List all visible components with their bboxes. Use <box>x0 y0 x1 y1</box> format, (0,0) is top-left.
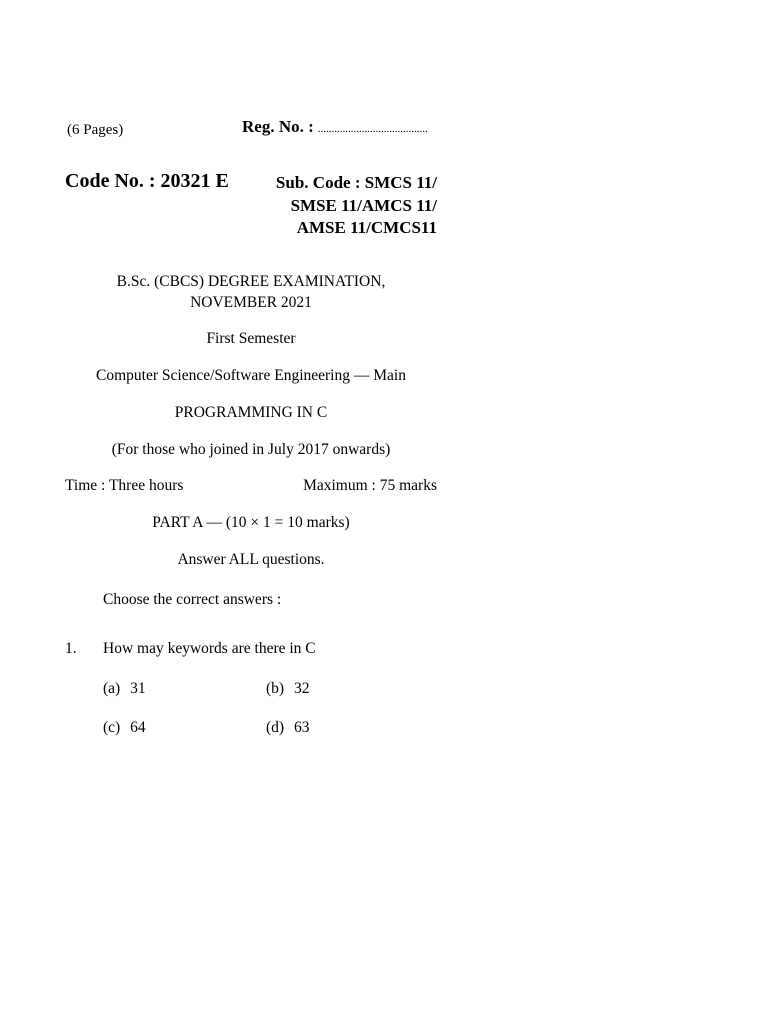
option-value: 63 <box>293 719 310 736</box>
option-value: 32 <box>293 680 310 697</box>
question-number: 1. <box>65 640 77 657</box>
course: Computer Science/Software Engineering — Main <box>96 367 406 384</box>
subject: PROGRAMMING IN C <box>174 404 328 421</box>
option-label: (c) <box>103 719 121 736</box>
sub-code-line-2: SMSE 11/AMCS 11/ <box>290 196 437 215</box>
option-label: (d) <box>266 719 285 736</box>
part-a-instruction: Answer ALL questions. <box>177 551 325 568</box>
code-number: Code No. : 20321 E <box>65 170 229 192</box>
exam-time: Time : Three hours <box>65 477 184 494</box>
option-a <box>103 680 146 698</box>
option-value: 31 <box>130 680 146 697</box>
part-a-sub-instruction: Choose the correct answers : <box>103 591 282 608</box>
sub-code-line-3: AMSE 11/CMCS11 <box>296 218 437 237</box>
option-label: (a) <box>103 680 121 697</box>
option-label: (b) <box>266 680 285 697</box>
part-a-title: PART A — (10 × 1 = 10 marks) <box>152 514 350 531</box>
sub-code-line-1: Sub. Code : SMCS 11/ <box>275 173 437 192</box>
reg-no <box>242 117 428 137</box>
question-text: How may keywords are there in C <box>103 640 316 657</box>
eligibility-note: (For those who joined in July 2017 onwards) <box>111 441 391 458</box>
option-d <box>266 719 309 737</box>
reg-no-dots: ........................................ <box>317 123 428 135</box>
exam-title-line-1: B.Sc. (CBCS) DEGREE EXAMINATION, <box>116 273 386 290</box>
reg-no-label: Reg. No. : <box>242 117 314 136</box>
option-value: 64 <box>130 719 146 736</box>
option-b <box>266 680 309 698</box>
semester: First Semester <box>206 330 296 347</box>
max-marks: Maximum : 75 marks <box>303 477 437 494</box>
page-count: (6 Pages) <box>67 122 124 138</box>
option-c <box>103 719 146 737</box>
exam-title-line-2: NOVEMBER 2021 <box>190 294 312 311</box>
